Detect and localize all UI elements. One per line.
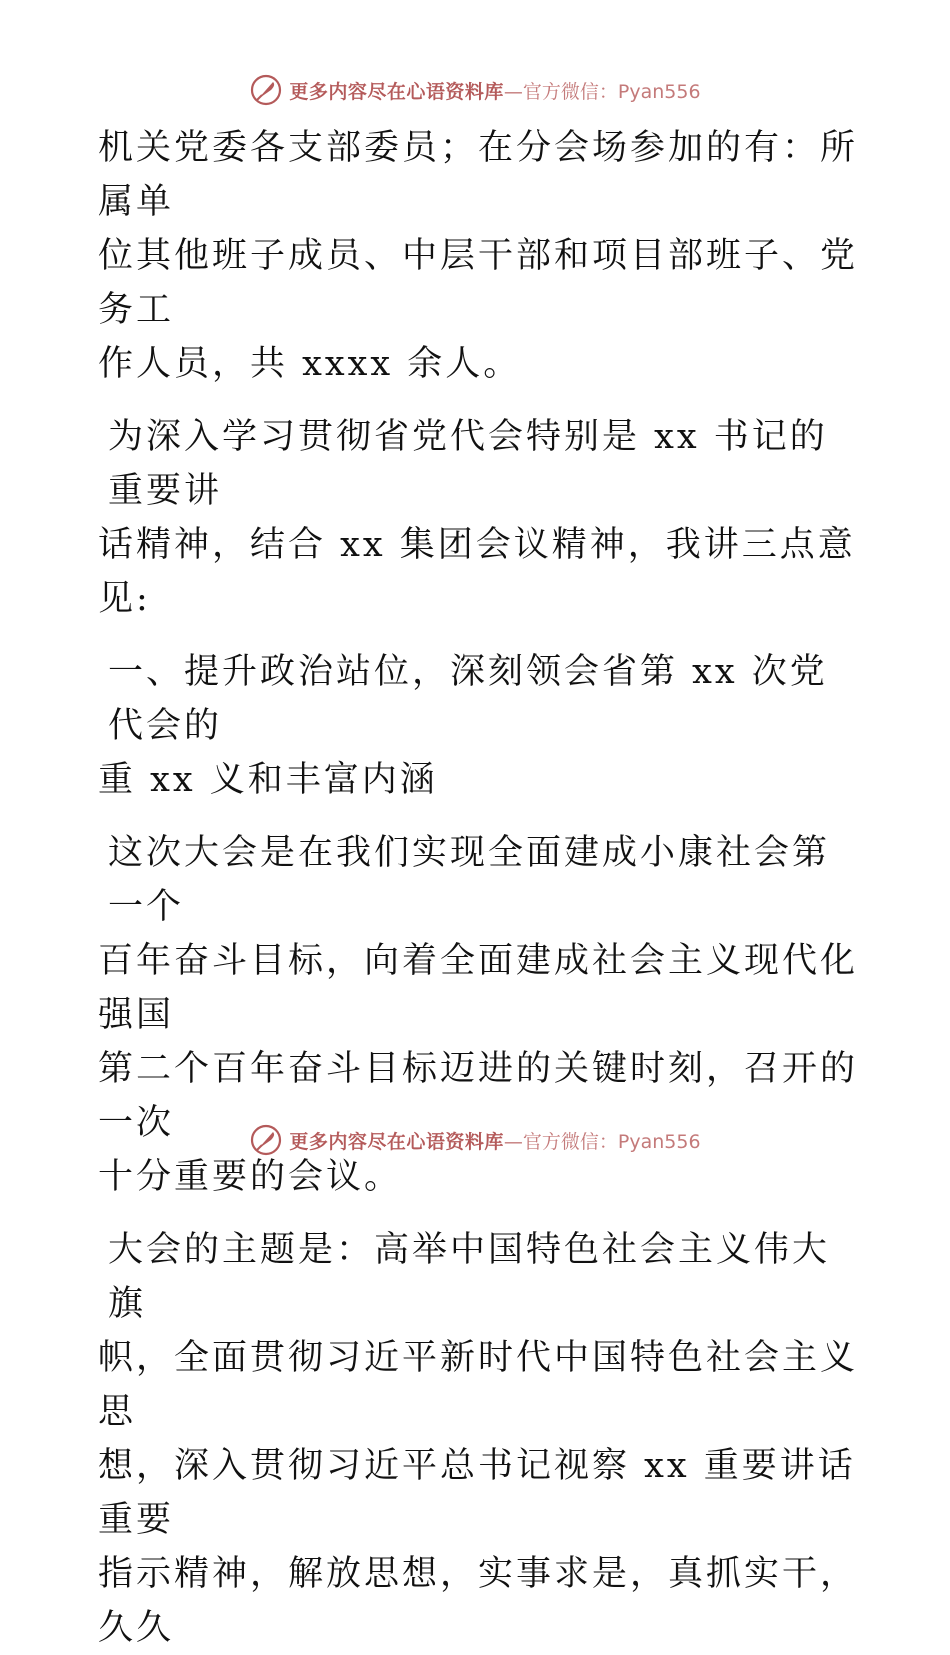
text-line: 重 xx 义和丰富内涵 [98, 760, 438, 800]
quill-pen-logo-icon [249, 1123, 283, 1157]
text-line: 大会的主题是：高举中国特色社会主义伟大旗 [108, 1230, 831, 1324]
text-line: 这次大会是在我们实现全面建成小康社会第一个 [108, 833, 831, 927]
text-line: 帜，全面贯彻习近平新时代中国特色社会主义思 [98, 1338, 859, 1432]
banner-wechat-text: —官方微信：Pyan556 [503, 80, 701, 103]
header-banner [0, 70, 950, 110]
text-line: 一、提升政治站位，深刻领会省第 xx 次党代会的 [108, 652, 828, 746]
text-line: 话精神，结合 xx 集团会议精神，我讲三点意见: [98, 525, 856, 619]
text-line: 十分重要的会议。 [98, 1157, 403, 1197]
paragraph-attendees [98, 121, 858, 391]
section-heading-one [98, 645, 858, 807]
text-line: 为深入学习贯彻省党代会特别是 xx 书记的重要讲 [108, 417, 828, 511]
text-line: 想，深入贯彻习近平总书记视察 xx 重要讲话重要 [98, 1446, 856, 1540]
banner-wechat-text: —官方微信：Pyan556 [503, 1130, 701, 1153]
paragraph-intro [98, 410, 858, 626]
text-line: 作人员，共 xxxx 余人。 [98, 344, 522, 384]
text-line: 指示精神，解放思想，实事求是，真抓实干，久久 [98, 1554, 859, 1648]
footer-banner [0, 1120, 950, 1160]
banner-lead-text: 更多内容尽在心语资料库 [289, 1130, 504, 1153]
text-line: 第二个百年奋斗目标迈进的关键时刻，召开的一次 [98, 1049, 859, 1143]
paragraph-meeting-theme [98, 1223, 858, 1655]
text-line: 位其他班子成员、中层干部和项目部班子、党务工 [98, 236, 859, 330]
banner-lead-text: 更多内容尽在心语资料库 [289, 80, 504, 103]
text-line: 百年奋斗目标，向着全面建成社会主义现代化强国 [98, 941, 859, 1035]
quill-pen-logo-icon [249, 73, 283, 107]
document-body [98, 121, 858, 1655]
text-line: 机关党委各支部委员；在分会场参加的有：所属单 [98, 128, 859, 222]
